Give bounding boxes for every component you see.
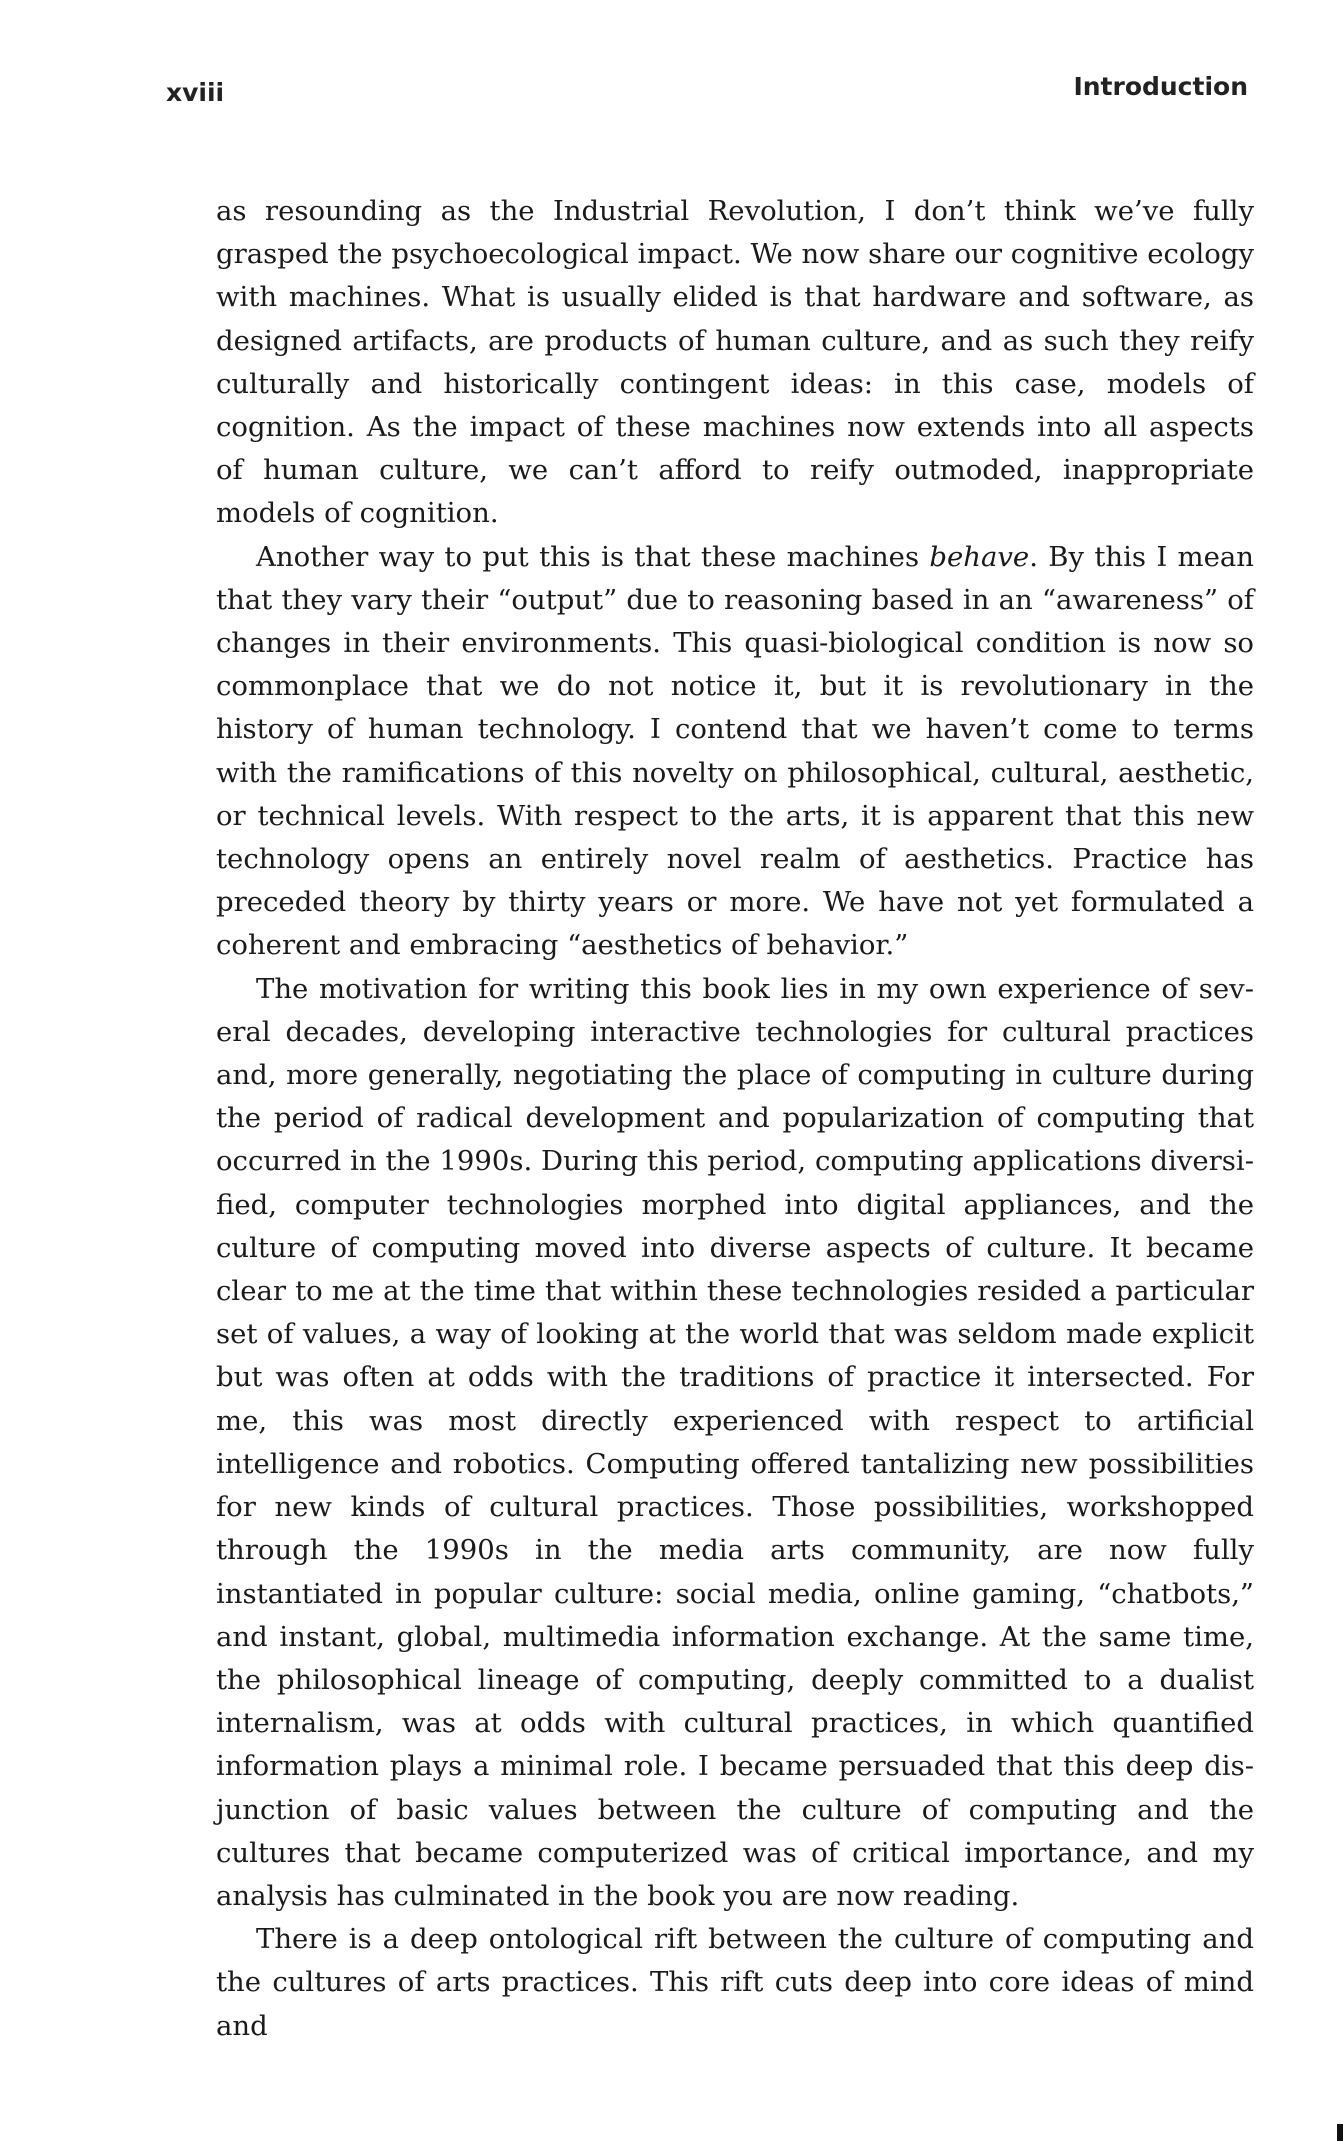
emphasized-word: behave	[929, 540, 1030, 573]
paragraph-2-rest: . By this I mean that they vary their “output” due to reasoning based in an “awareness” of changes in their environments. This quasi-biological condition is now so commonplace that we do not notice it, but it is revolutionary in the history of human technology. I contend that we haven’t come to terms with the ramifications of this novelty on philosophical, cultural, aesthetic, or technical levels. With respect to the arts, it is apparent that this new technology opens an entirely novel realm of aesthetics. Practice has preceded theory by thirty years or more. We have not yet formulated a coherent and embracing “aesthetics of behavior.”	[216, 540, 1254, 962]
paragraph-2-lead: Another way to put this is that these machines	[256, 540, 930, 573]
page-number: xviii	[166, 78, 225, 107]
running-head	[166, 72, 1248, 112]
running-head-title: Introduction	[1073, 72, 1248, 101]
body-text	[216, 190, 1254, 2048]
page-edge-mark	[1337, 2124, 1343, 2141]
paragraph-4: There is a deep ontological rift between the culture of computing and the cultures of arts practices. This rift cuts deep into core ideas of mind and	[216, 1923, 1254, 2042]
paragraph-1: as resounding as the Industrial Revolution, I don’t think we’ve fully grasped the psychoecological impact. We now share our cognitive ecology with machines. What is usually elided is that hardware and software, as designed artifacts, are products of human culture, and as such they reify culturally and historically contingent ideas: in this case, models of cognition. As the impact of these machines now extends into all aspects of human culture, we can’t afford to reify outmoded, inappropriate models of cognition.	[216, 195, 1254, 530]
paragraph-3: The motivation for writing this book lies in my own experience of several decades, developing interactive technologies for cultural practices and, more generally, negotiating the place of computing in culture during the period of radical development and popularization of computing that occurred in the 1990s. During this period, computing applications diversified, computer technologies morphed into digital appliances, and the culture of computing moved into diverse aspects of culture. It became clear to me at the time that within these technologies resided a particular set of values, a way of looking at the world that was seldom made explicit but was often at odds with the traditions of practice it intersected. For me, this was most directly experienced with respect to artificial intelligence and robotics. Computing offered tantalizing new possibilities for new kinds of cultural practices. Those possibilities, workshopped through the 1990s in the media arts community, are now fully instantiated in popular culture: social media, online gaming, “chatbots,” and instant, global, multimedia information exchange. At the same time, the philosophical lineage of computing, deeply committed to a dualist internalism, was at odds with cultural practices, in which quantified information plays a minimal role. I became persuaded that this deep disjunction of basic values between the culture of computing and the cultures that became computerized was of critical importance, and my analysis has culminated in the book you are now reading.	[216, 972, 1254, 1912]
paragraph-2	[216, 536, 1254, 968]
